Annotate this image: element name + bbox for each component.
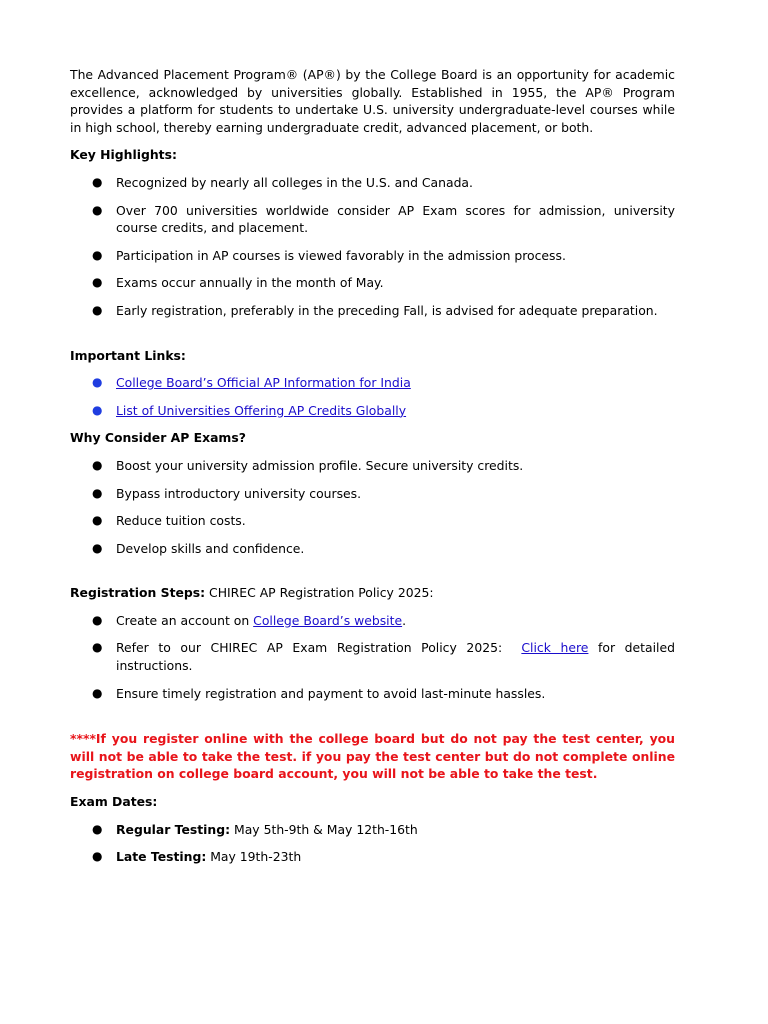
list-item: ● Recognized by nearly all colleges in the U.S. and Canada. bbox=[92, 174, 473, 190]
list-item: ● Ensure timely registration and payment to avoid last-minute hassles. bbox=[92, 685, 546, 701]
key-highlights-list bbox=[70, 174, 675, 320]
list-item: ● Reduce tuition costs. bbox=[92, 513, 246, 529]
exam-dates-list bbox=[70, 821, 675, 866]
registration-steps-line bbox=[70, 584, 675, 602]
list-item bbox=[70, 402, 675, 420]
bullet-icon: ● bbox=[92, 275, 103, 290]
list-item: ● Participation in AP courses is viewed favorably in the admission process. bbox=[92, 247, 566, 263]
list-item: ● Develop skills and confidence. bbox=[92, 540, 305, 556]
bullet-icon: ● bbox=[92, 513, 103, 528]
late-testing-value: May 19th-23th bbox=[206, 849, 302, 865]
registration-warning: ****If you register online with the college board but do not pay the test center, you will not be able to take the test. if you pay the test center but do not complete online registration on college board account, you will not be able to take the test. bbox=[70, 731, 675, 782]
registration-steps-list bbox=[70, 612, 675, 702]
bullet-icon: ● bbox=[92, 247, 103, 262]
important-links-heading: Important Links: bbox=[70, 347, 186, 363]
bullet-icon: ● bbox=[92, 821, 103, 836]
link-click-here[interactable]: Click here bbox=[521, 640, 589, 656]
important-links-list bbox=[70, 374, 675, 419]
link-universities-ap-credits[interactable]: List of Universities Offering AP Credits Globally bbox=[116, 402, 407, 418]
registration-steps-heading: Registration Steps: bbox=[70, 585, 206, 601]
bullet-icon: ● bbox=[92, 849, 103, 864]
bullet-icon: ● bbox=[92, 402, 103, 417]
key-highlights-heading: Key Highlights: bbox=[70, 147, 177, 163]
bullet-icon: ● bbox=[92, 612, 103, 627]
bullet-icon: ● bbox=[92, 685, 103, 700]
bullet-icon: ● bbox=[92, 375, 103, 390]
link-ap-info-india[interactable]: College Board’s Official AP Information for India bbox=[116, 375, 411, 391]
list-item: ● Bypass introductory university courses. bbox=[92, 485, 362, 501]
bullet-icon: ● bbox=[92, 457, 103, 472]
bullet-icon: ● bbox=[92, 640, 103, 655]
document-page bbox=[70, 66, 675, 866]
bullet-icon: ● bbox=[92, 485, 103, 500]
why-ap-heading: Why Consider AP Exams? bbox=[70, 430, 246, 446]
bullet-icon: ● bbox=[92, 540, 103, 555]
list-item: ● Over 700 universities worldwide consider AP Exam scores for admission, university course credits, and placement. bbox=[92, 202, 675, 236]
list-item bbox=[70, 374, 675, 392]
bullet-icon: ● bbox=[92, 174, 103, 189]
list-item bbox=[70, 821, 675, 839]
regular-testing-value: May 5th-9th & May 12th-16th bbox=[230, 821, 418, 837]
list-item: ● Exams occur annually in the month of May. bbox=[92, 275, 384, 291]
regular-testing-label: Regular Testing: bbox=[116, 821, 231, 837]
why-ap-list bbox=[70, 457, 675, 557]
intro-paragraph: The Advanced Placement Program® (AP®) by the College Board is an opportunity for academic excellence, acknowledged by universities globally. Established in 1955, the AP® Program provides a platform for students to undertake U.S. university undergraduate-level courses while in high school, thereby earning undergraduate credit, advanced placement, or both. bbox=[70, 67, 675, 135]
bullet-icon: ● bbox=[92, 302, 103, 317]
registration-policy-text: CHIREC AP Registration Policy 2025: bbox=[205, 585, 434, 601]
list-item: ● Create an account on College Board’s website. bbox=[92, 612, 407, 628]
link-college-board-website[interactable]: College Board’s website bbox=[253, 612, 403, 628]
list-item: ● Boost your university admission profile. Secure university credits. bbox=[92, 457, 524, 473]
list-item: ● Refer to our CHIREC AP Exam Registration Policy 2025: Click here for detailed instructions. bbox=[92, 640, 675, 674]
exam-dates-heading: Exam Dates: bbox=[70, 794, 158, 810]
late-testing-label: Late Testing: bbox=[116, 849, 207, 865]
list-item bbox=[70, 848, 675, 866]
list-item: ● Early registration, preferably in the preceding Fall, is advised for adequate preparation. bbox=[92, 302, 658, 318]
bullet-icon: ● bbox=[92, 202, 103, 217]
